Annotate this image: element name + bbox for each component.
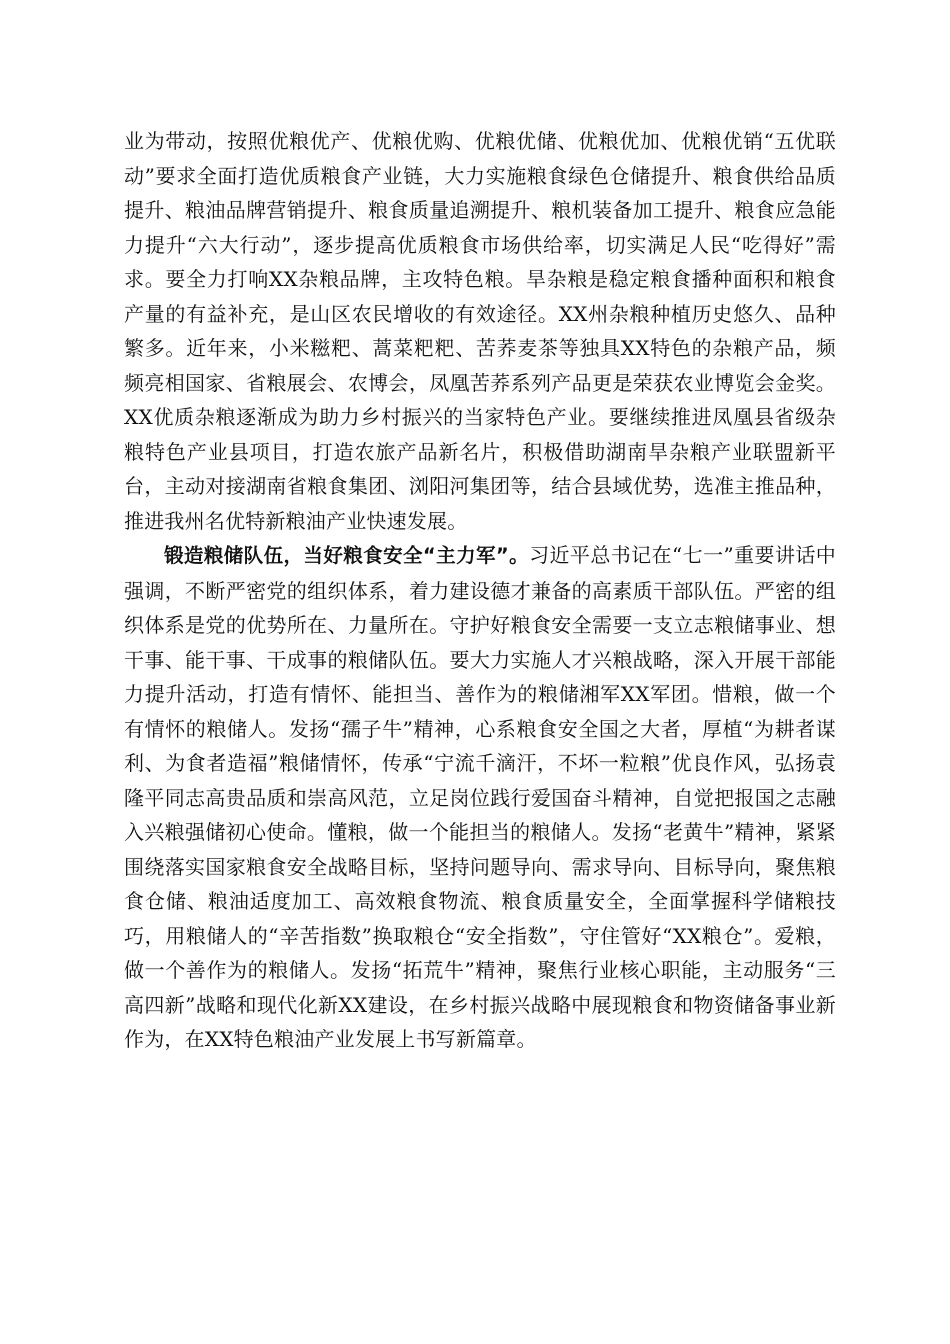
paragraph-2-text: 习近平总书记在“七一”重要讲话中强调，不断严密党的组织体系，着力建设德才兼备的高素质干部队伍。严密的组织体系是党的优势所在、力量所在。守护好粮食安全需要一支立志粮储事业、想干事、能干事、干成事的粮储队伍。要大力实施人才兴粮战略，深入开展干部能力提升活动，打造有情怀、能担当、善作为的粮储湘军XX军团。惜粮，做一个有情怀的粮储人。发扬“孺子牛”精神，心系粮食安全国之大者，厚植“为耕者谋利、为食者造福”粮储情怀，传承“宁流千滴汗，不坏一粒粮”优良作风，弘扬袁隆平同志高贵品质和崇高风范，立足岗位践行爱国奋斗精神，自觉把报国之志融入兴粮强储初心使命。懂粮，做一个能担当的粮储人。发扬“老黄牛”精神，紧紧围绕落实国家粮食安全战略目标，坚持问题导向、需求导向、目标导向，聚焦粮食仓储、粮油适度加工、高效粮食物流、粮食质量安全，全面掌握科学储粮技巧，用粮储人的“辛苦指数”换取粮仓“安全指数”，守住管好“XX粮仓”。爱粮，做一个善作为的粮储人。发扬“拓荒牛”精神，聚焦行业核心职能，主动服务“三高四新”战略和现代化新XX建设，在乡村振兴战略中展现粮食和物资储备事业新作为，在XX特色粮油产业发展上书写新篇章。	[124, 543, 836, 1051]
paragraph-grain-storage-team	[124, 538, 836, 1057]
paragraph-continued	[124, 124, 836, 538]
paragraph-1-text: 业为带动，按照优粮优产、优粮优购、优粮优储、优粮优加、优粮优销“五优联动”要求全面打造优质粮食产业链，大力实施粮食绿色仓储提升、粮食供给品质提升、粮油品牌营销提升、粮食质量追溯提升、粮机装备加工提升、粮食应急能力提升“六大行动”，逐步提高优质粮食市场供给率，切实满足人民“吃得好”需求。要全力打响XX杂粮品牌，主攻特色粮。旱杂粮是稳定粮食播种面积和粮食产量的有益补充，是山区农民增收的有效途径。XX州杂粮种植历史悠久、品种繁多。近年来，小米糍粑、蒿菜粑粑、苦荞麦茶等独具XX特色的杂粮产品，频频亮相国家、省粮展会、农博会，凤凰苦荞系列产品更是荣获农业博览会金奖。XX优质杂粮逐渐成为助力乡村振兴的当家特色产业。要继续推进凤凰县省级杂粮特色产业县项目，打造农旅产品新名片，积极借助湖南旱杂粮产业联盟新平台，主动对接湖南省粮食集团、浏阳河集团等，结合县域优势，选准主推品种，推进我州名优特新粮油产业快速发展。	[124, 129, 836, 533]
document-body	[124, 124, 836, 1057]
paragraph-2-lead-heading: 锻造粮储队伍，当好粮食安全“主力军”。	[164, 544, 530, 567]
